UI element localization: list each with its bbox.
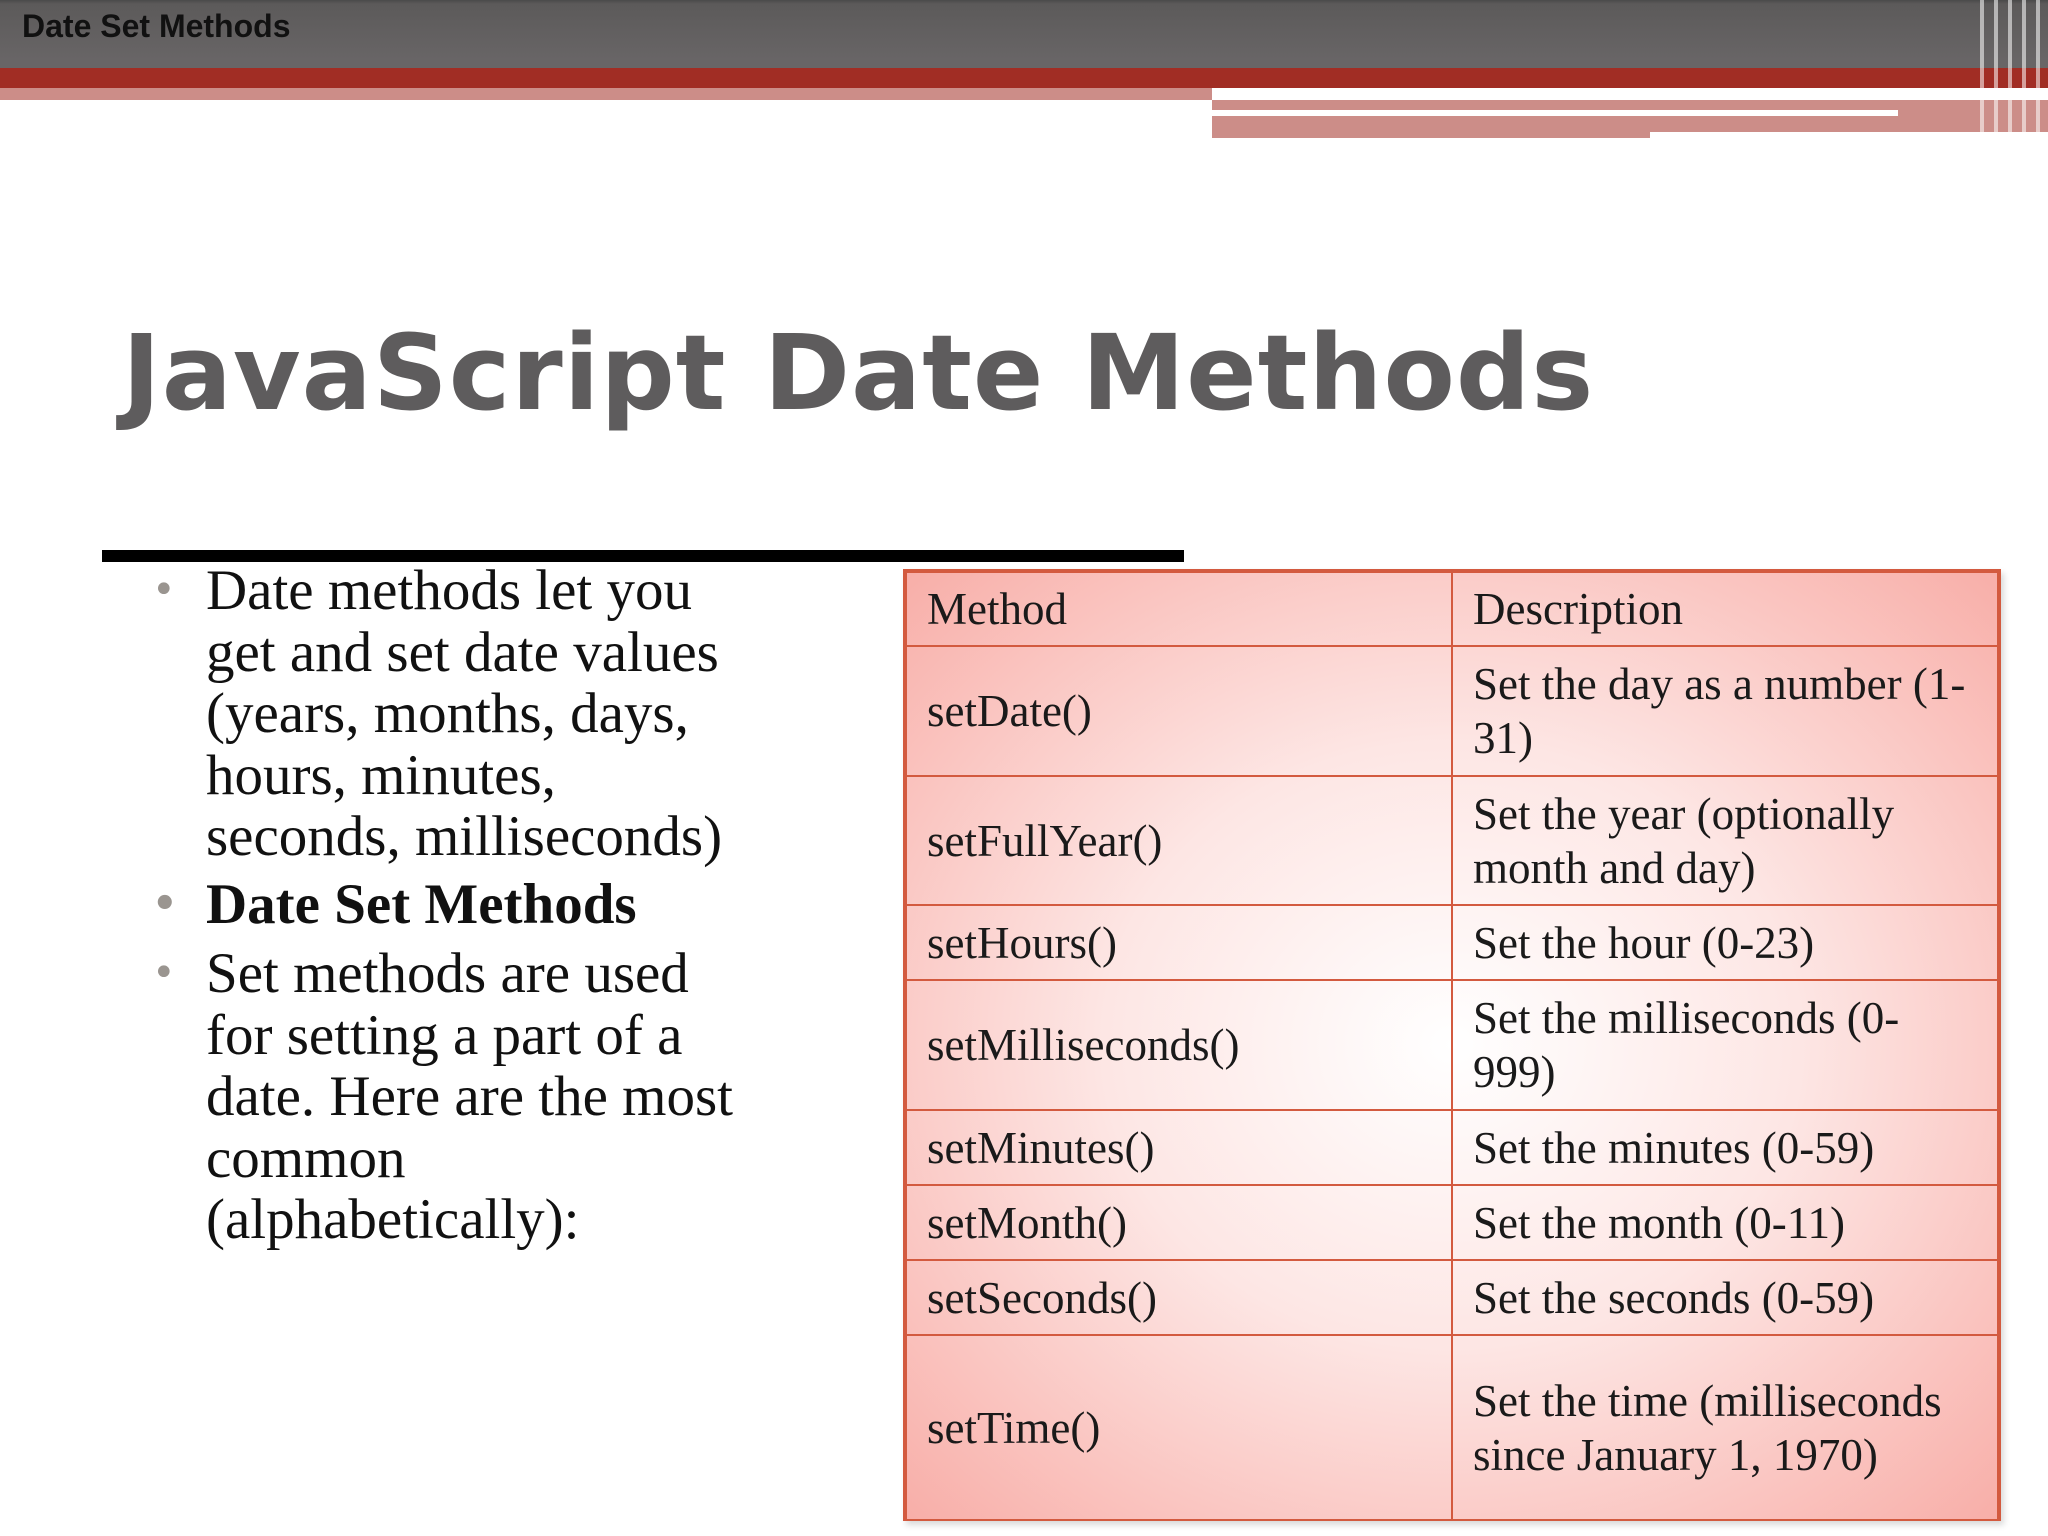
method-cell: setSeconds() — [906, 1260, 1452, 1335]
window-title-bar — [0, 0, 2048, 68]
header-method: Method — [906, 572, 1452, 646]
table-row — [906, 1110, 1998, 1185]
method-cell: setTime() — [906, 1335, 1452, 1520]
bullet-list — [140, 560, 760, 1257]
accent-bar-red — [0, 68, 2048, 88]
bullet-dot-icon: • — [152, 567, 176, 613]
table-row — [906, 980, 1998, 1110]
description-cell: Set the hour (0-23) — [1452, 905, 1998, 980]
table-row — [906, 776, 1998, 905]
bullet-item-heading — [140, 874, 760, 936]
bullet-text: Set methods are used for setting a part of a date. Here are the most common (alphabetically): — [206, 942, 733, 1251]
description-cell: Set the milliseconds (0-999) — [1452, 980, 1998, 1110]
method-cell: setMinutes() — [906, 1110, 1452, 1185]
method-cell: setFullYear() — [906, 776, 1452, 905]
description-cell: Set the year (optionally month and day) — [1452, 776, 1998, 905]
table-row — [906, 905, 1998, 980]
method-cell: setMilliseconds() — [906, 980, 1452, 1110]
window-title: Date Set Methods — [22, 8, 291, 44]
bullet-item — [140, 943, 760, 1251]
bullet-text: Date methods let you get and set date values (years, months, days, hours, minutes, seconds, milliseconds) — [206, 559, 723, 868]
methods-table — [905, 571, 1999, 1521]
table-row — [906, 1260, 1998, 1335]
table-row — [906, 1335, 1998, 1520]
description-cell: Set the day as a number (1-31) — [1452, 646, 1998, 776]
table-row — [906, 646, 1998, 776]
bullet-item — [140, 560, 760, 868]
accent-bar-pink — [0, 88, 1212, 100]
accent-stripes — [1980, 0, 2048, 138]
description-cell: Set the month (0-11) — [1452, 1185, 1998, 1260]
method-cell: setMonth() — [906, 1185, 1452, 1260]
slide-title: JavaScript Date Methods — [122, 312, 1595, 434]
accent-line-white — [1212, 110, 1898, 116]
description-cell: Set the time (milliseconds since January 1, 1970) — [1452, 1335, 1998, 1520]
method-cell: setHours() — [906, 905, 1452, 980]
bullet-text: Date Set Methods — [206, 872, 637, 936]
table-header-row — [906, 572, 1998, 646]
bullet-dot-icon: • — [152, 950, 176, 996]
description-cell: Set the seconds (0-59) — [1452, 1260, 1998, 1335]
date-methods-table — [903, 569, 2001, 1521]
table-row — [906, 1185, 1998, 1260]
header-description: Description — [1452, 572, 1998, 646]
bullet-dot-icon: • — [152, 880, 178, 927]
description-cell: Set the minutes (0-59) — [1452, 1110, 1998, 1185]
method-cell: setDate() — [906, 646, 1452, 776]
